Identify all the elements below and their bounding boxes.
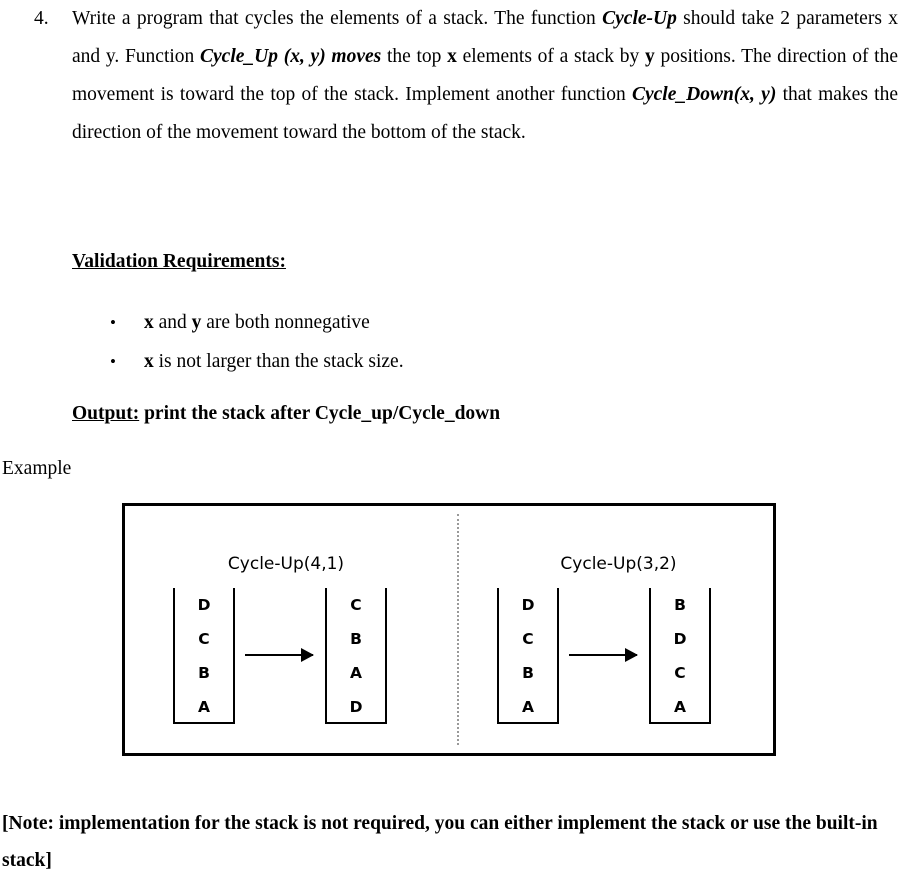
stack-cell: C [674, 664, 686, 682]
stack-cell: A [350, 664, 362, 682]
stack-cell: C [198, 630, 210, 648]
stack-cell: B [198, 664, 210, 682]
note-text: [Note: implementation for the stack is not required, you can either implement the stack or use the built-in stack] [2, 813, 878, 871]
right-arrow-icon [245, 654, 313, 656]
question-block [30, 0, 898, 152]
stack-cell: D [673, 630, 687, 648]
output-line [72, 400, 500, 428]
stack-cell: D [197, 596, 211, 614]
right-arrow-icon [569, 654, 637, 656]
figure-panel-cycle-up-4-1 [125, 506, 457, 753]
panel-title: Cycle-Up(3,2) [560, 554, 677, 574]
figure-panel-cycle-up-3-2 [457, 506, 776, 753]
output-text: print the stack after Cycle_up/Cycle_down [139, 403, 501, 424]
validation-heading: Validation Requirements: [72, 251, 286, 272]
stack-cell: A [198, 698, 210, 716]
stack-before [497, 588, 559, 724]
stack-before [173, 588, 235, 724]
list-item: • x is not larger than the stack size. [72, 342, 772, 381]
question-text: Write a program that cycles the elements of a stack. The function Cycle-Up should take 2 parameters x and y. Function Cycle_Up (x, y) moves the top x elements of a stack by y positions. The direction of the movement is toward the top of the stack. Implement another function Cycle_Down(x, y) that makes the direction of the movement toward the bottom of the stack. [72, 8, 898, 143]
stack-cell: D [349, 698, 363, 716]
example-figure [122, 503, 776, 756]
stack-cell: C [522, 630, 534, 648]
output-label: Output: [72, 403, 140, 424]
stack-cell: C [350, 596, 362, 614]
stack-cell: B [350, 630, 362, 648]
stack-after [325, 588, 387, 724]
stack-cell: D [521, 596, 535, 614]
question-number: 4. [34, 8, 49, 29]
stack-after [649, 588, 711, 724]
stack-cell: B [522, 664, 534, 682]
panel-title: Cycle-Up(4,1) [227, 554, 345, 574]
validation-list [72, 303, 772, 381]
stack-cell: A [522, 698, 534, 716]
example-label: Example [2, 458, 72, 479]
stack-cell: B [674, 596, 686, 614]
list-item: • x and y are both nonnegative [72, 303, 772, 342]
stack-cell: A [674, 698, 686, 716]
